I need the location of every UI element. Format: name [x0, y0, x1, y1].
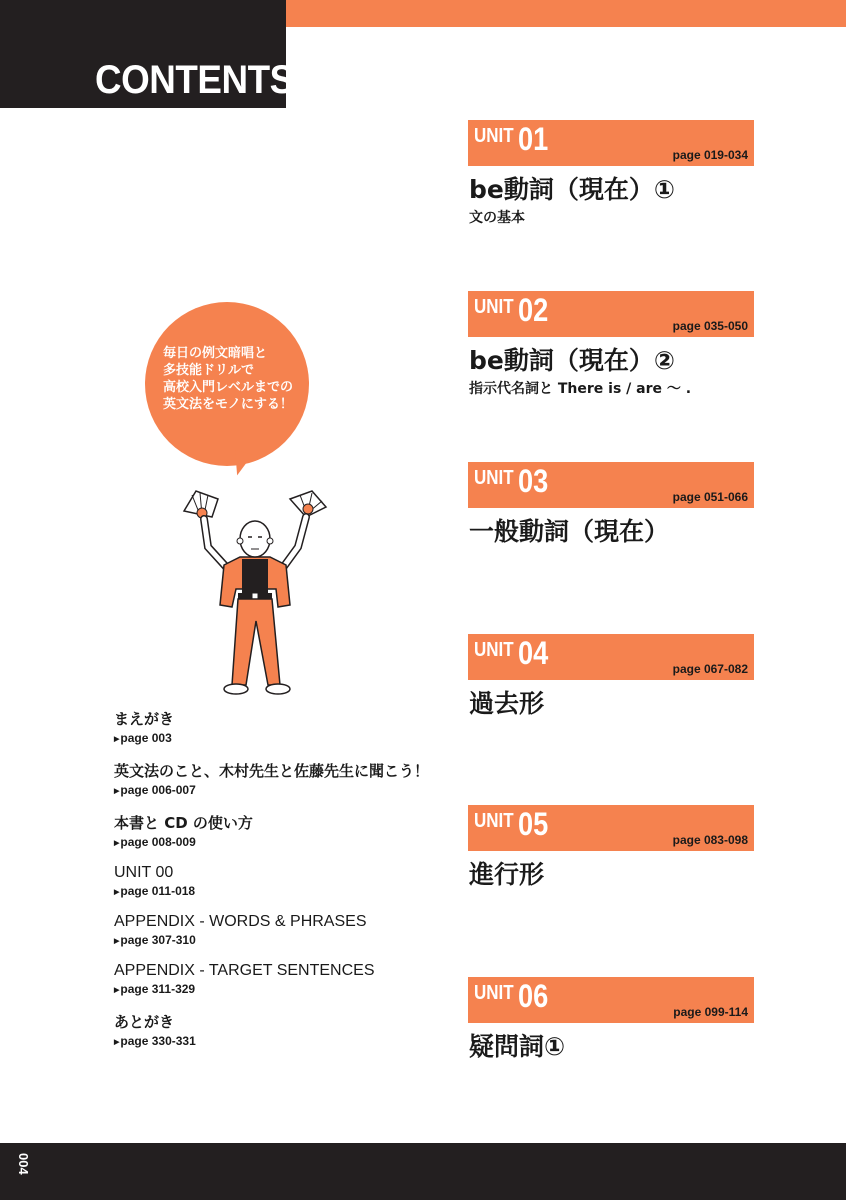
- triangle-right-icon: ▶: [114, 736, 120, 743]
- list-item[interactable]: [114, 812, 454, 849]
- triangle-right-icon: ▶: [114, 840, 120, 847]
- list-item-page: [114, 933, 454, 947]
- unit-page-range: page 083-098: [672, 833, 748, 847]
- top-accent-bar: [286, 0, 846, 27]
- right-fan-icon: [290, 491, 326, 517]
- list-item-title: APPENDIX - TARGET SENTENCES: [114, 962, 375, 979]
- list-item[interactable]: [114, 913, 454, 947]
- unit-02-entry[interactable]: [468, 291, 846, 398]
- unit-title: 進行形: [469, 860, 545, 889]
- unit-page-range: page 051-066: [672, 490, 748, 504]
- unit-banner: [468, 291, 754, 337]
- list-item-page: [114, 884, 454, 898]
- list-item-page: [114, 835, 454, 849]
- bubble-line: 多技能ドリルで: [163, 363, 255, 378]
- unit-page-range: page 067-082: [672, 662, 748, 676]
- unit-banner: [468, 977, 754, 1023]
- list-item-title: APPENDIX - WORDS & PHRASES: [114, 913, 367, 930]
- unit-number: 04: [518, 635, 549, 671]
- page-number: 004: [16, 1153, 31, 1175]
- unit-title: 一般動詞（現在）: [469, 517, 670, 546]
- page-range: page 311-329: [120, 982, 196, 996]
- unit-title: be動詞（現在）①: [469, 175, 676, 204]
- page-title: CONTENTS: [95, 58, 294, 102]
- unit-03-entry[interactable]: [468, 462, 846, 548]
- list-item-page: [114, 982, 454, 996]
- page-range: page 008-009: [120, 835, 196, 849]
- page-range: page 006-007: [120, 783, 196, 797]
- unit-subtitle: 文の基本: [469, 210, 525, 226]
- page-range: page 307-310: [120, 933, 196, 947]
- triangle-right-icon: ▶: [114, 938, 120, 945]
- unit-title: 過去形: [469, 689, 545, 718]
- list-item-title: あとがき: [114, 1013, 175, 1031]
- unit-label: UNIT: [474, 467, 514, 489]
- unit-subtitle: 指示代名詞と There is / are ～ .: [469, 381, 692, 397]
- list-item[interactable]: [114, 1011, 454, 1048]
- list-item-title: 英文法のこと、木村先生と佐藤先生に聞こう！: [114, 762, 430, 780]
- unit-06-entry[interactable]: [468, 977, 846, 1063]
- triangle-right-icon: ▶: [114, 987, 120, 994]
- bubble-line: 高校入門レベルまでの: [163, 380, 294, 395]
- unit-title: 疑問詞①: [469, 1032, 566, 1061]
- page-range: page 330-331: [120, 1034, 196, 1048]
- left-fan-icon: [184, 491, 218, 518]
- unit-05-entry[interactable]: [468, 805, 846, 891]
- list-item-title: 本書と CD の使い方: [114, 814, 253, 832]
- list-item-title: まえがき: [114, 710, 175, 728]
- cheering-man-illustration: [178, 485, 338, 700]
- speech-bubble-text: [163, 345, 313, 413]
- list-item[interactable]: [114, 962, 454, 996]
- unit-04-entry[interactable]: [468, 634, 846, 720]
- unit-number: 05: [518, 806, 549, 842]
- unit-banner: [468, 805, 754, 851]
- unit-number: 01: [518, 121, 549, 157]
- unit-page-range: page 035-050: [672, 319, 748, 333]
- bubble-line: 毎日の例文暗唱と: [163, 346, 268, 361]
- unit-label: UNIT: [474, 296, 514, 318]
- page-range: page 011-018: [120, 884, 196, 898]
- bubble-line: 英文法をモノにする！: [163, 397, 293, 412]
- unit-page-range: page 019-034: [672, 148, 748, 162]
- unit-label: UNIT: [474, 810, 514, 832]
- unit-banner: [468, 462, 754, 508]
- triangle-right-icon: ▶: [114, 788, 120, 795]
- unit-title: be動詞（現在）②: [469, 346, 676, 375]
- page-range: page 003: [120, 731, 172, 745]
- unit-number: 03: [518, 463, 549, 499]
- triangle-right-icon: ▶: [114, 889, 120, 896]
- list-item-page: [114, 783, 454, 797]
- unit-number: 02: [518, 292, 549, 328]
- list-item-page: [114, 731, 454, 745]
- list-item[interactable]: [114, 864, 454, 898]
- list-item-page: [114, 1034, 454, 1048]
- unit-banner: [468, 120, 754, 166]
- unit-01-entry[interactable]: [468, 120, 846, 227]
- unit-page-range: page 099-114: [673, 1005, 748, 1019]
- unit-banner: [468, 634, 754, 680]
- list-item[interactable]: [114, 708, 454, 745]
- unit-label: UNIT: [474, 125, 514, 147]
- front-matter-list: [114, 708, 454, 1063]
- unit-label: UNIT: [474, 639, 514, 661]
- list-item[interactable]: [114, 760, 454, 797]
- triangle-right-icon: ▶: [114, 1039, 120, 1046]
- unit-number: 06: [518, 978, 549, 1014]
- bottom-bar: [0, 1143, 846, 1200]
- unit-label: UNIT: [474, 982, 514, 1004]
- list-item-title: UNIT 00: [114, 864, 174, 881]
